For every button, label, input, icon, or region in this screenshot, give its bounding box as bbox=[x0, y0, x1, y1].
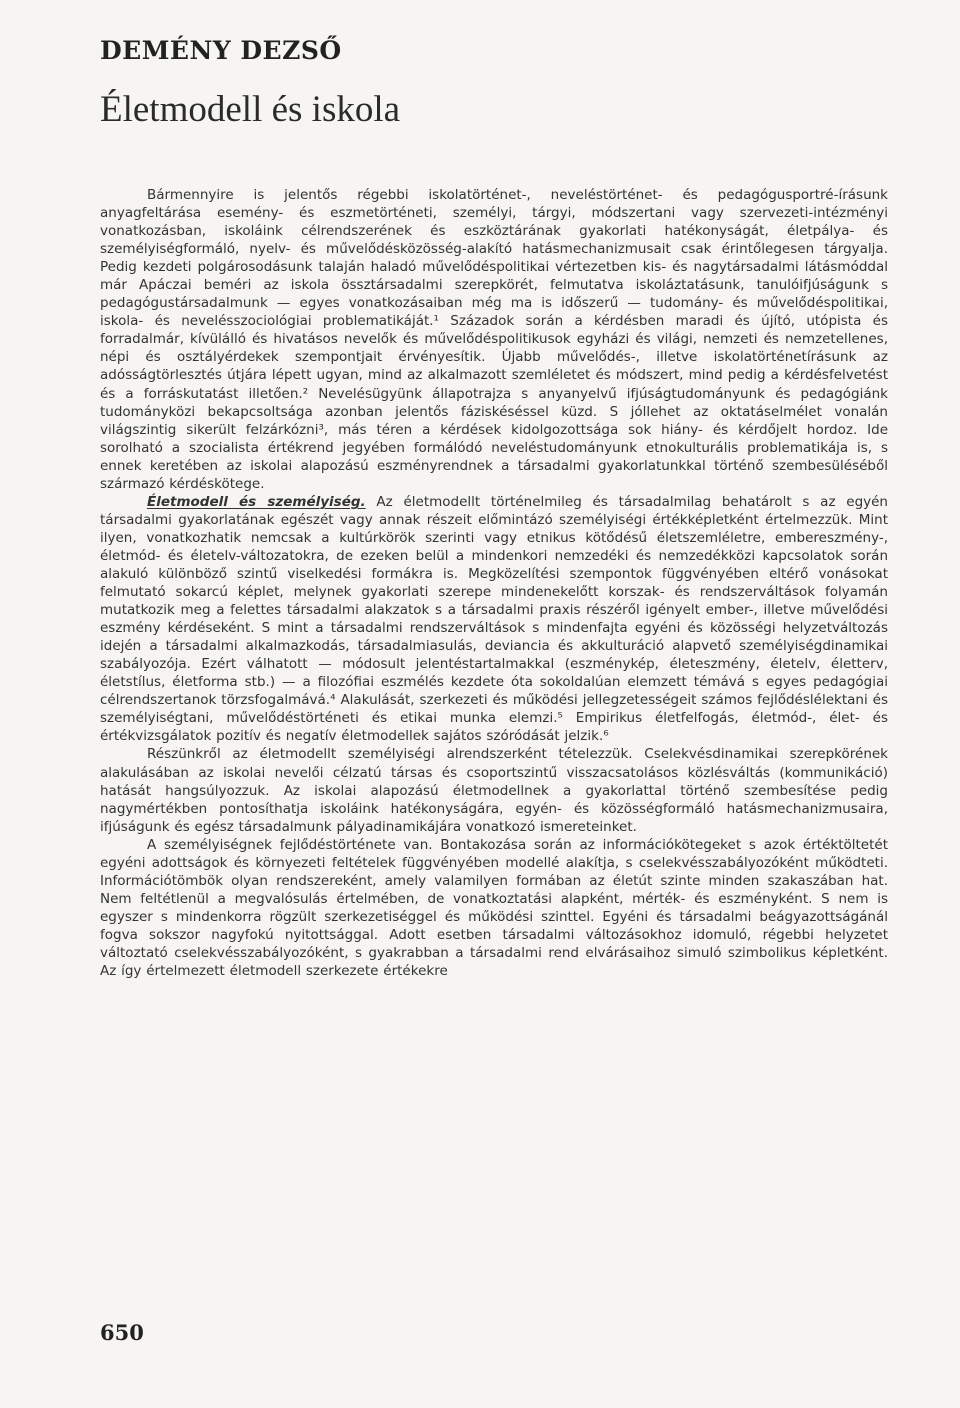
paragraph bbox=[100, 186, 888, 493]
paragraph-text: Részünkről az életmodellt személyiségi alrendszerként tételezzük. Cselekvésdinamikai szerepkörének alakulásában az iskolai nevelői célzatú társas és csoportszintű visszacsatolásos közlésváltás (kommunikáció) hatását hangsúlyozzuk. Az iskolai alapozású életmodellnek a gyakorlattal történő szembesítése pedig nagymértékben pontosíthatja iskoláink hatékonyságára, egyén- és közösségformáló hatásmechanizmusaira, ifjúságunk és egész társadalmunk pályadinamikájára vonatkozó ismereteinket. bbox=[100, 746, 888, 835]
article-body bbox=[100, 186, 888, 980]
paragraph-text: A személyiségnek fejlődéstörténete van. Bontakozása során az információkötegeket s azok értéktöltetét egyéni adottságok és környezeti feltételek függvényében modellé alakítja, s cselekvésszabályozóként működteti. Információtömbök olyan rendszereként, amely valamilyen formában az életút szinte minden szakaszában hat. Nem feltétlenül a megvalósulás értelmében, de vonatkoztatási alapként, mérték- és eszményként. S nem is egyszer s mindenkorra rögzült szerkezetiséggel és működési szinttel. Egyéni és társadalmi beágyazottságánál fogva sokszor nagyfokú nyitottsággal. Adott esetben társadalmi változásokhoz idomuló, régebbi helyzetet változtató cselekvésszabályozóként, s gyakrabban a társadalmi rend elvárásaihoz simuló szimbolikus képletként. Az így értelmezett életmodell szerkezete értékekre bbox=[100, 836, 888, 980]
section-subheading: Életmodell és személyiség. bbox=[147, 493, 366, 510]
paragraph bbox=[100, 493, 888, 746]
paragraph-text: Bármennyire is jelentős régebbi iskolatörténet-, neveléstörténet- és pedagógusportré-írásunk anyagfeltárása esemény- és eszmetörténeti, személyi, tárgyi, módszertani vagy szervezeti-intézményi vonatkozásban, iskoláink célrendszerének és eszköztárának gyakorlati hatékonyságát, életpálya- és személyiségformáló, nyelv- és művelődésközösség-alakító hatásmechanizmusait csak érintőlegesen tárgyalja. Pedig kezdeti polgárosodásunk talaján haladó művelődéspolitikai vértezetben kis- és nagytársadalmi látásmóddal már Apáczai beméri az iskola össztársadalmi szerepkörét, felmutatva iskoláztatásunk, tanulóifjúságunk s pedagógustársadalmunk — egyes vonatkozásaiban még ma is időszerű — tudomány- és művelődéspolitikai, iskola- és nevelésszociológiai problematikáját.¹ Századok során a kérdésben maradi és újító, utópista és forradalmár, kívülálló és hivatásos nevelők és művelődéspolitikusok egyházi és világi, nemzeti és nemzetellenes, népi és osztályérdekek szempontjait érvényesítik. Újabb művelődés-, illetve iskolatörténetírásunk az adósságtörlesztés útjára lépett ugyan, mind az alkalmazott szemléletet és módszert, mind pedig a kérdésfelvetést és a forráskutatást illetően.² Nevelésügyünk állapotrajza s anyanyelvű ifjúságtudományunk és pedagógiánk tudományközi bekapcsoltsága azonban jelentős fáziskéséssel küzd. S jóllehet az oktatáselmélet vonalán világszintig sikerült felzárkózni³, más téren a kérdések kidolgozottsága sok hiány- és kérdőjelt hordoz. Ide sorolható a szocialista értékrend jegyében formálódó neveléstudományunk etnokulturális problematikája is, s ennek keretében az iskolai alapozású eszményrendnek a társadalmi gyakorlatunkkal történő szembesüléséből származó kérdéskötege. bbox=[100, 187, 888, 492]
paragraph-text: Az életmodellt történelmileg és társadalmilag behatárolt s az egyén társadalmi gyakorlatának egészét vagy annak részeit előmintázó személyiségi értékképletként értelmezzük. Mint ilyen, vonatkozhatik nemcsak a kultúrkörök szerinti vagy etnikus kötődésű életszemléletre, embereszmény-, életmód- és életelv-változatokra, de ezeken belül a mindenkori nemzedéki és nemzedékközi kapcsolatok során alakuló különböző szintű viselkedési formákra is. Megközelítési szempontok függvényében eltérő vonásokat felmutató sokarcú képlet, melynek gyakorlati szerepe mindenekelőtt korszak- és rendszerváltások folyamán mutatkozik meg a felettes társadalmi alakzatok s a társadalmi praxis részéről igényelt ember-, illetve művelődési eszmény kérdéseként. S mint a társadalmi rendszerváltások s mindenfajta egyéni és közösségi helyzetváltozás idején a társadalmi alkalmazkodás, társadalmiasulás, deviancia és akkulturáció alapvető személyiségdinamikai szabályozója. Ezért válhatott — módosult jelentéstartalmakkal (eszménykép, életeszmény, életelv, életterv, életstílus, életforma stb.) — a filozófiai eszmélés kezdete óta sokoldalúan elemzett témává s egyes pedagógiai célrendszertanok törzsfogalmává.⁴ Alakulását, szerkezeti és működési jellegzetességeit számos fejlődéslélektani és személyiségtani, művelődéstörténeti és etikai munka elemzi.⁵ Empirikus életfelfogás, életmód-, élet- és értékvizsgálatok pozitív és negatív életmodellek sajátos szóródását jelzik.⁶ bbox=[100, 493, 888, 745]
paragraph bbox=[100, 745, 888, 835]
author-name: DEMÉNY DEZSŐ bbox=[100, 36, 342, 65]
article-title: Életmodell és iskola bbox=[100, 89, 401, 130]
paragraph bbox=[100, 836, 888, 980]
page-number: 650 bbox=[100, 1320, 144, 1345]
